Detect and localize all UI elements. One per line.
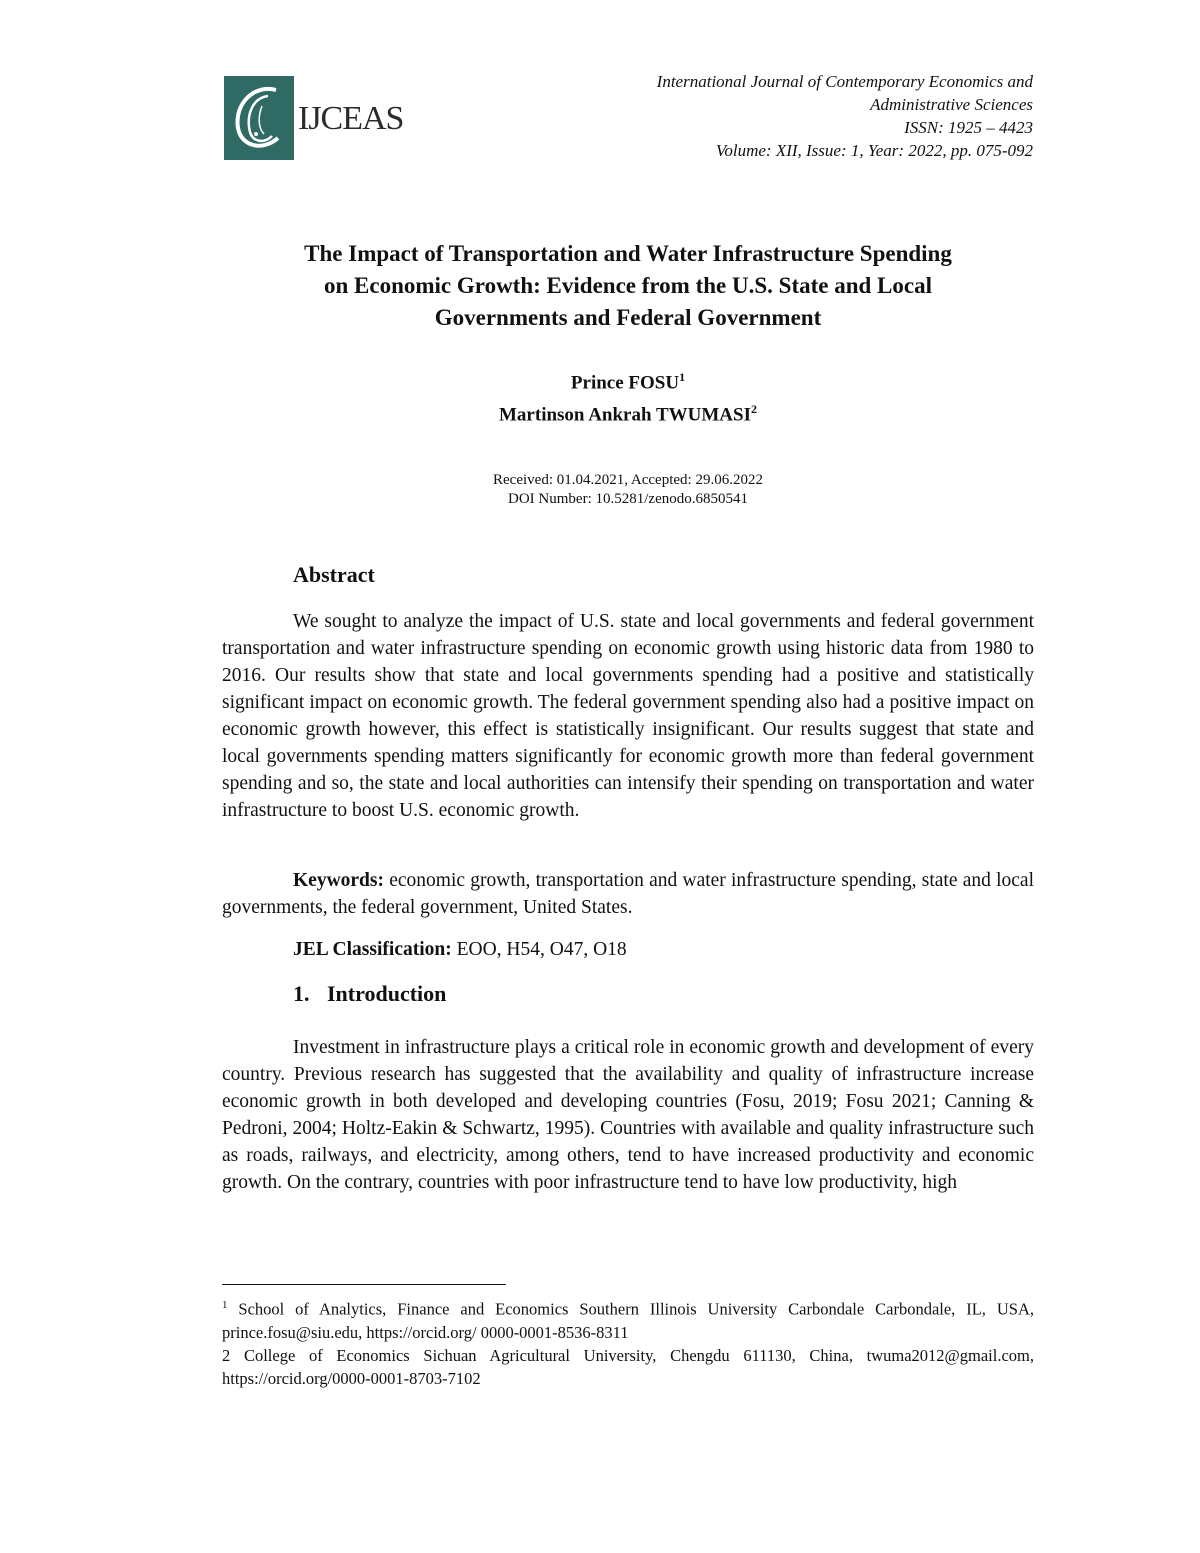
journal-name-line1: International Journal of Contemporary Economics and xyxy=(656,72,1033,91)
keywords-text: economic growth, transportation and water infrastructure spending, state and local governments, the federal government, United States. xyxy=(222,870,1034,918)
footnote-mark: 2 xyxy=(222,1345,231,1365)
footnote-text: School of Analytics, Finance and Economics Southern Illinois University Carbondale Carbondale, IL, USA, prince.fosu@siu.edu, https://orcid.org/ 0000-0001-8536-8311 xyxy=(222,1299,1034,1342)
author-list xyxy=(222,364,1034,429)
keywords xyxy=(222,867,1034,921)
footnote-separator xyxy=(222,1284,506,1285)
journal-volume: Volume: XII, Issue: 1, Year: 2022, pp. 075-092 xyxy=(715,141,1033,160)
author-1 xyxy=(222,364,1034,396)
author-name: Prince FOSU xyxy=(570,372,680,394)
footnote-2 xyxy=(222,1344,1034,1390)
logo-text: IJCEAS xyxy=(298,100,404,137)
keywords-label: Keywords: xyxy=(293,870,384,891)
introduction-text: Investment in infrastructure plays a critical role in economic growth and development of every country. Previous research has suggested that the availability and quality of infrastructure increase economic growth in both developed and developing countries (Fosu, 2019; Fosu 2021; Canning & Pedroni, 2004; Holtz-Eakin & Schwartz, 1995). Countries with available and quality infrastructure such as roads, railways, and electricity, among others, tend to have increased productivity and economic growth. On the contrary, countries with poor infrastructure tend to have low productivity, high xyxy=(222,1037,1034,1193)
abstract-heading: Abstract xyxy=(293,562,375,587)
received-accepted-dates: Received: 01.04.2021, Accepted: 29.06.2022 xyxy=(493,472,763,488)
doi-number: DOI Number: 10.5281/zenodo.6850541 xyxy=(508,491,748,507)
title-line3: Governments and Federal Government xyxy=(434,305,822,330)
jel-text: EOO, H54, O47, O18 xyxy=(451,939,627,960)
journal-issn: ISSN: 1925 – 4423 xyxy=(904,118,1033,137)
jel-label: JEL Classification: xyxy=(293,939,452,960)
journal-info xyxy=(513,70,1033,162)
abstract-text: We sought to analyze the impact of U.S. state and local governments and federal government transportation and water infrastructure spending on economic growth using historic data from 1980 to 2016. Our results show that state and local governments spending had a positive and statistically significant impact on economic growth. The federal government spending also had a positive impact on economic growth however, this effect is statistically insignificant. Our results suggest that state and local governments spending matters significantly for economic growth more than federal government spending and so, the state and local authorities can intensify their spending on transportation and water infrastructure to boost U.S. economic growth. xyxy=(222,611,1034,821)
footnote-text: College of Economics Sichuan Agricultural University, Chengdu 611130, China, twuma2012@gmail.com, https://orcid.org/0000-0001-8703-7102 xyxy=(222,1345,1034,1388)
footnote-mark: 1 xyxy=(222,1299,228,1311)
journal-logo xyxy=(224,76,424,162)
author-2 xyxy=(222,396,1034,428)
author-footnote-mark: 1 xyxy=(679,370,686,384)
submission-info xyxy=(222,471,1034,509)
section-title: Introduction xyxy=(327,981,447,1006)
footnote-1 xyxy=(222,1294,1034,1344)
paper-title xyxy=(222,238,1034,334)
author-footnote-mark: 2 xyxy=(750,402,757,417)
author-name: Martinson Ankrah TWUMASI xyxy=(499,404,751,426)
introduction-heading xyxy=(293,981,446,1007)
footnotes xyxy=(222,1294,1034,1390)
journal-name-line2: Administrative Sciences xyxy=(870,95,1033,114)
title-line1: The Impact of Transportation and Water Infrastructure Spending xyxy=(304,241,952,266)
section-number: 1. xyxy=(293,981,310,1006)
title-line2: on Economic Growth: Evidence from the U.S. State and Local xyxy=(324,273,932,298)
jel-classification xyxy=(222,936,1034,963)
logo-emblem-icon xyxy=(224,76,294,160)
